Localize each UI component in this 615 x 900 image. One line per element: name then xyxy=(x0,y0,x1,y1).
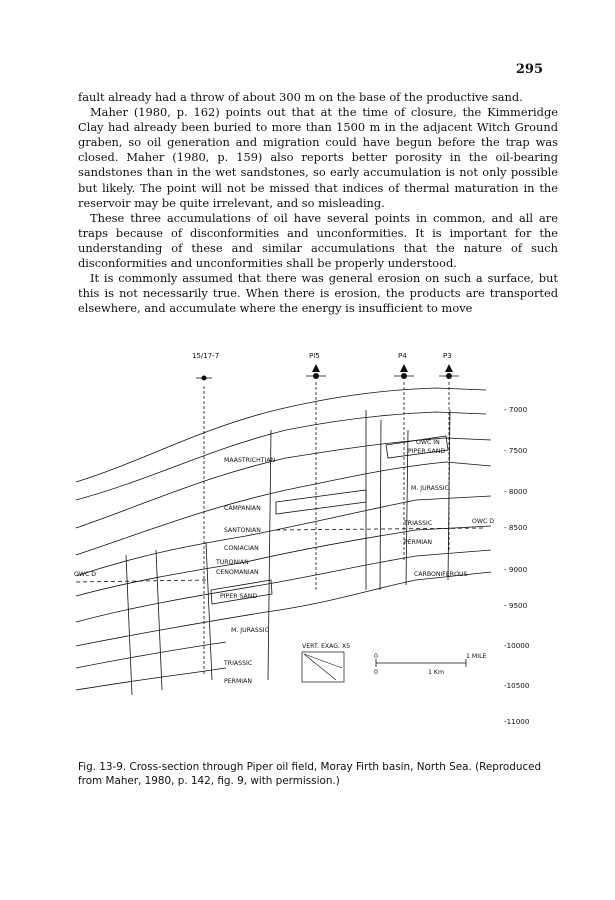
horizon-line xyxy=(76,526,491,596)
owc-label: OWC D xyxy=(74,571,97,578)
unit-label: TRIASSIC xyxy=(404,520,433,527)
well-label: PI5 xyxy=(309,352,320,360)
figure-caption: Fig. 13-9. Cross-section through Piper oil field, Moray Firth basin, North Sea. (Reproduced from Maher, 1980, p. 142, fig. 9, with permission.) xyxy=(78,761,542,787)
unit-label: PERMIAN xyxy=(224,678,252,685)
unit-label: MAASTRICHTIAN xyxy=(224,457,276,464)
well-label: P4 xyxy=(398,352,407,360)
owc-label: OWC D xyxy=(472,518,495,525)
horizon-line xyxy=(76,496,491,576)
unit-label: PIPER SAND xyxy=(408,448,446,455)
depth-label: - 9500 xyxy=(504,601,528,610)
horizon-line xyxy=(76,572,491,646)
scale-label: 0 xyxy=(374,653,378,660)
horizon-line xyxy=(76,668,226,690)
vert-exag-label: VERT. EXAG. X5 xyxy=(302,643,351,650)
paragraph: These three accumulations of oil have several points in common, and all are traps because of disconformities and unconformities. It is important for the understanding of these and similar accumulations that the nature of such disconformities and unconformities shall be properly understood. xyxy=(78,210,558,271)
unit-label: CENOMANIAN xyxy=(216,569,259,576)
unit-label: CARBONIFEROUS xyxy=(414,571,468,578)
paragraph: It is commonly assumed that there was general erosion on such a surface, but this is not necessarily true. When there is erosion, the products are transported elsewhere, and accumulate where the energy is insufficient to move xyxy=(78,271,558,316)
paragraph: fault already had a throw of about 300 m on the base of the productive sand. xyxy=(78,90,523,104)
well-label: P3 xyxy=(443,352,452,360)
cross-section-diagram xyxy=(36,350,596,760)
fault-line xyxy=(156,550,162,690)
body-text xyxy=(78,90,558,316)
fault-line xyxy=(206,542,212,680)
cross-section-figure xyxy=(36,350,596,760)
depth-label: - 7500 xyxy=(504,446,528,455)
well-symbol xyxy=(306,364,326,379)
unit-label: M. JURASSIC xyxy=(231,627,269,634)
paragraph: Maher (1980, p. 162) points out that at the time of closure, the Kimmeridge Clay had already been buried to more than 1500 m in the adjacent Witch Ground graben, so oil generation and migration could have begun before the trap was closed. Maher (1980, p. 159) also reports better porosity in the oil-bearing sandstones than in the wet sandstones, so early accumulation is not only possible but likely. The point will not be missed that indices of thermal maturation in the reservoir may be quite irrelevant, and so misleading. xyxy=(78,105,558,210)
depth-label: - 8000 xyxy=(504,487,528,496)
depth-label: - 9000 xyxy=(504,565,528,574)
scale-label: 0 xyxy=(374,669,378,676)
scale-label: 1 Km xyxy=(428,669,444,676)
oil-water-contact xyxy=(76,580,206,582)
unit-label: OWC IN xyxy=(416,439,440,446)
oil-water-contact xyxy=(276,528,486,530)
unit-label: TURONIAN xyxy=(216,559,249,566)
scale-label: 1 MILE xyxy=(466,653,487,660)
well-symbol xyxy=(196,376,212,381)
well-label: 15/17-7 xyxy=(192,352,220,360)
unit-label: TRIASSIC xyxy=(224,660,253,667)
fault-line xyxy=(268,430,271,680)
sand-body xyxy=(276,490,366,514)
horizon-line xyxy=(76,642,226,668)
fault-line xyxy=(126,555,132,695)
depth-label: -10000 xyxy=(504,641,530,650)
unit-label: M. JURASSIC xyxy=(411,485,449,492)
unit-label: PERMIAN xyxy=(404,539,432,546)
depth-label: - 8500 xyxy=(504,523,528,532)
unit-label: CAMPANIAN xyxy=(224,505,261,512)
horizon-line xyxy=(76,388,486,482)
well-symbol xyxy=(439,364,459,379)
depth-label: -10500 xyxy=(504,681,530,690)
depth-label: -11000 xyxy=(504,717,530,726)
well-symbol xyxy=(394,364,414,379)
page-number: 295 xyxy=(515,62,543,77)
unit-label: PIPER SAND xyxy=(220,593,258,600)
depth-label: - 7000 xyxy=(504,405,528,414)
horizon-line xyxy=(76,550,491,622)
vert-exag-box xyxy=(302,652,344,682)
unit-label: SANTONIAN xyxy=(224,527,261,534)
fault-line xyxy=(380,420,381,590)
unit-label: CONIACIAN xyxy=(224,545,259,552)
